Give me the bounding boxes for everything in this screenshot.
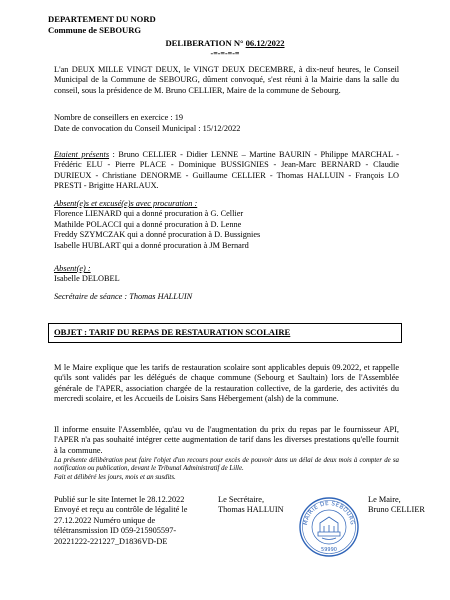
mayor-signature [368, 495, 438, 516]
body-paragraph-2: Il informe ensuite l'Assemblée, qu'au vu de l'augmentation du prix du repas par le fournisseur API, l'APER n'a pas souhaité intégrer cette augmentation de tarif dans les diverses prestations qu'elle fournit à la commune. [54, 425, 399, 455]
absent-name: Isabelle DELOBEL [54, 274, 120, 284]
secretary-name: Thomas HALLUIN [218, 505, 284, 515]
title-separator: -=-=-=-= [210, 49, 240, 58]
mayor-name: Bruno CELLIER [368, 505, 425, 515]
department-name: DEPARTEMENT DU NORD [48, 14, 156, 24]
body-paragraph-1: M le Maire explique que les tarifs de restauration scolaire sont applicables depuis 09.2022, et rappelle qu'ils sont validés par les délégués de chaque commune (Sebourg et Saultain) lors de l'Assemblée générale de l'APER, association chargée de la restauration collective, de la garderie, des activités du mercredi scolaire, et les Accueils de Loisirs Sans Hébergement (alsh) de la commune. [54, 363, 399, 404]
document-header [48, 14, 156, 35]
town-hall-seal [298, 496, 360, 558]
objet-box [48, 323, 402, 343]
proxy-line: Mathilde POLACCI qui a donné procuration à D. Lenne [54, 219, 242, 229]
seal-emblem-icon [318, 517, 340, 540]
proxy-line: Freddy SZYMCZAK qui a donné procuration à D. Bussignies [54, 230, 261, 240]
publication-line: Envoyé et reçu au contrôle de légalité le [54, 505, 188, 515]
seal-postcode: 59990 [321, 547, 337, 553]
commune-name: Commune de SEBOURG [48, 24, 142, 35]
proxy-line: Isabelle HUBLART qui a donné procuration à JM Bernard [54, 240, 249, 250]
absent-section [54, 264, 399, 285]
publication-line: télétransmission ID 059-215905597- [54, 526, 177, 536]
legal-notice: La présente délibération peut faire l'objet d'un recours pour excès de pouvoir dans un délai de deux mois à compter de sa notification ou publication, devant le Tribunal Administratif de Lille. [54, 457, 399, 473]
presents-label: Etaient présents [54, 150, 110, 159]
absent-label: Absent(e) : [54, 264, 91, 273]
deliberation-number: 06.12/2022 [245, 38, 285, 48]
deliberation-prefix: DELIBERATION N° [165, 38, 244, 48]
publication-block [54, 495, 204, 547]
secretary-line: Secrétaire de séance : Thomas HALLUIN [54, 292, 193, 301]
convocation-date: Date de convocation du Conseil Municipal : 15/12/2022 [54, 123, 241, 133]
proxies-section [54, 199, 399, 251]
presents-names: : Bruno CELLIER - Didier LENNE – Martine BAURIN - Philippe MARCHAL - Frédéric ELU - Pierre PLACE - Dominique BUSSIGNIES - Jean-Marc BERNARD - Claudie DURIEUX - Christiane DENORME - Guillaume CELLIER - Thomas HALLUIN - François LO PRESTI - Brigitte HARLAUX. [54, 150, 399, 191]
secretary-signature [218, 495, 296, 516]
proxies-label: Absent(e)s et excusé(e)s avec procuration : [54, 199, 198, 208]
publication-line: Publié sur le site Internet le 28.12.2022 [54, 495, 185, 504]
mayor-title: Le Maire, [368, 495, 401, 504]
legal-closing: Fait et délibéré les jours, mois et an susdits. [54, 474, 176, 481]
deliberation-title [0, 38, 450, 49]
councillors-count: Nombre de conseillers en exercice : 19 [54, 113, 184, 122]
publication-line: 20221222-221227_D1836VD-DE [54, 536, 168, 546]
publication-line: 27.12.2022 Numéro unique de [54, 515, 156, 525]
objet-title: OBJET : TARIF DU REPAS DE RESTAURATION SCOLAIRE [54, 327, 291, 337]
seal-text: MAIRIE DE SEBOURG [302, 500, 356, 526]
intro-paragraph: L'an DEUX MILLE VINGT DEUX, le VINGT DEUX DECEMBRE, à dix-neuf heures, le Conseil Municipal de la Commune de SEBOURG, dûment convoqué, s'est réuni à la Mairie dans la salle du conseil, sous la présidence de M. Bruno CELLIER, Maire de la commune de Sebourg. [54, 65, 399, 95]
secretary-title: Le Secrétaire, [218, 495, 265, 504]
presents-paragraph [54, 150, 399, 192]
proxy-line: Florence LIENARD qui a donné procuration à G. Cellier [54, 209, 244, 219]
